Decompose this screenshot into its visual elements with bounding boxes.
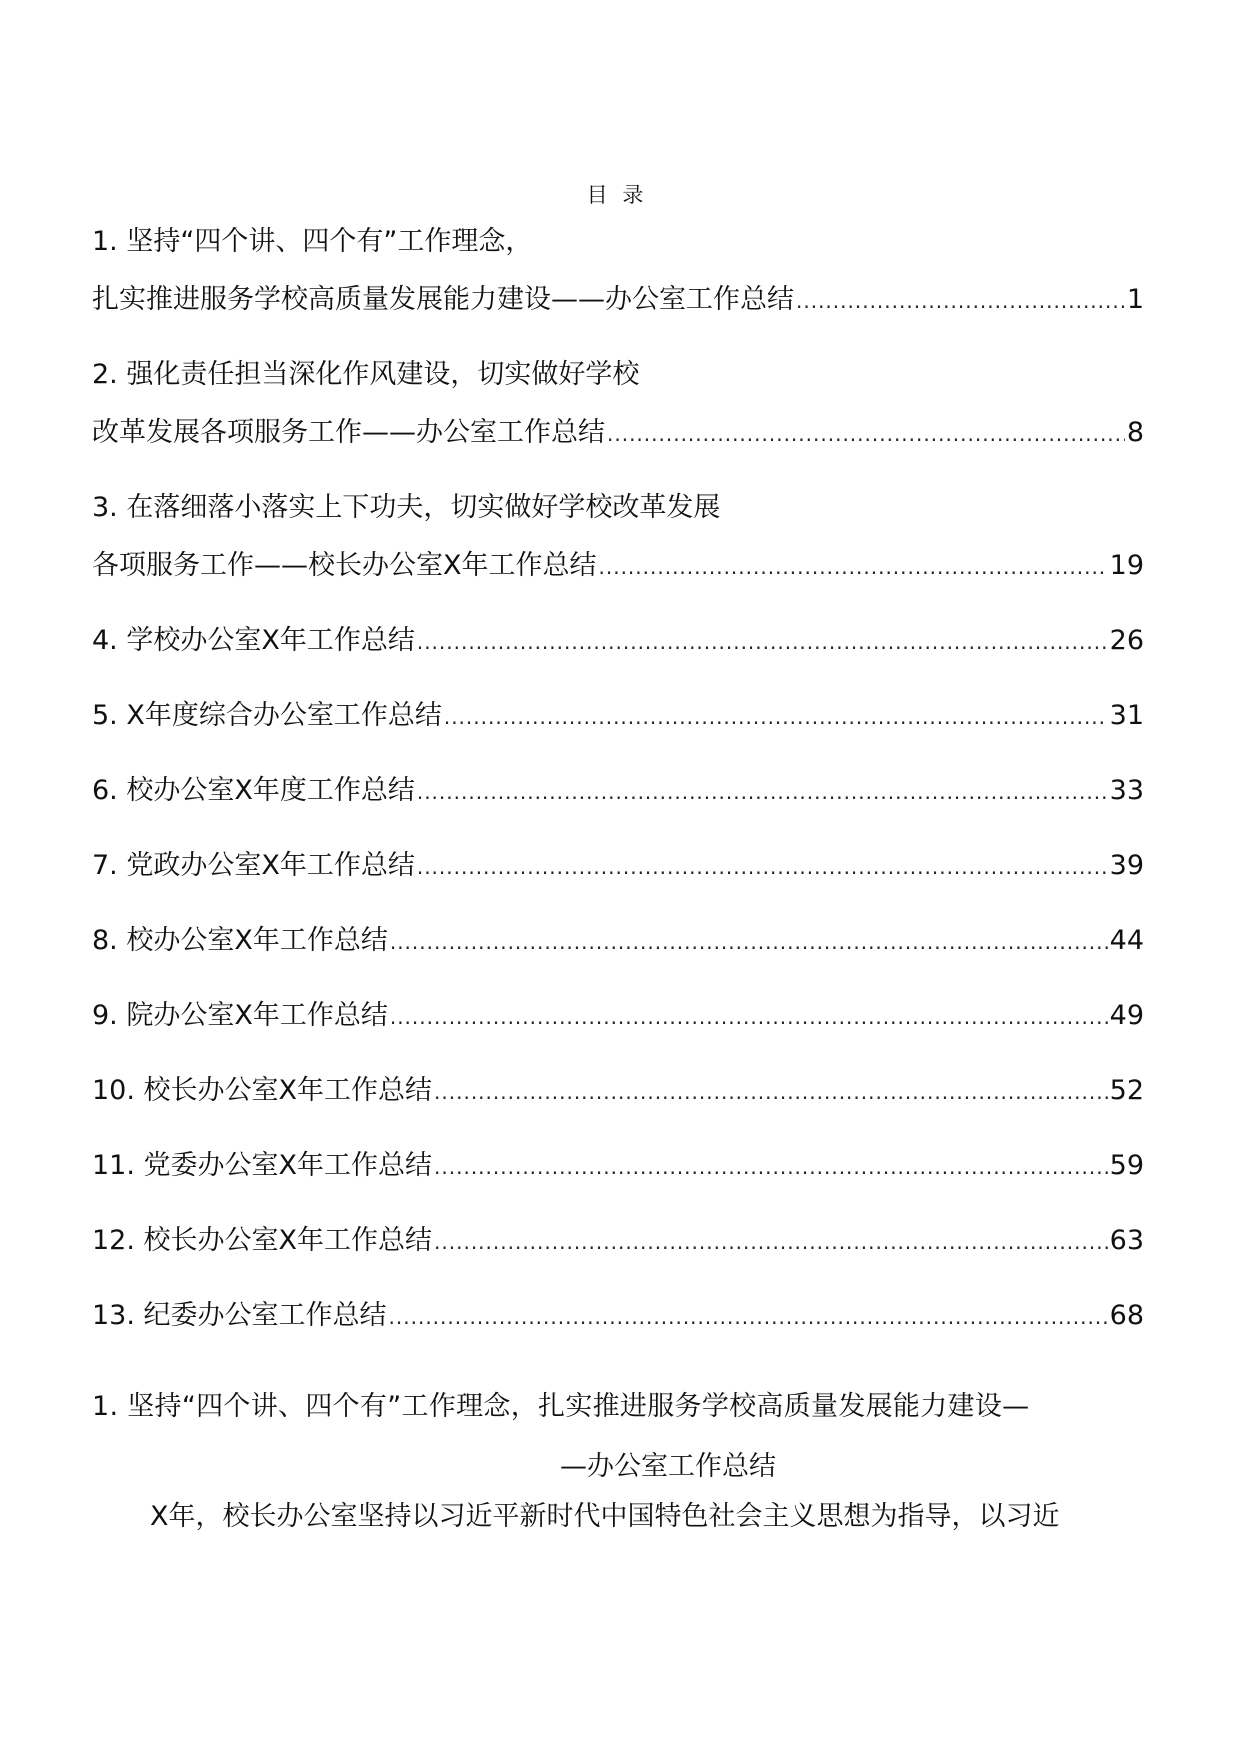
toc-leader-dots — [417, 772, 1108, 812]
toc-page-number: 1 — [1126, 284, 1144, 315]
toc-leader-dots — [434, 1222, 1108, 1262]
toc-page-number: 33 — [1109, 775, 1144, 806]
toc-leader-dots — [599, 547, 1108, 587]
toc-page-number: 63 — [1109, 1225, 1144, 1256]
toc-entry[interactable] — [92, 355, 1144, 453]
toc-page-number: 19 — [1109, 550, 1144, 581]
toc-title: 目 录 — [586, 183, 648, 207]
toc-entry-title: 6. 校办公室X年度工作总结 — [92, 775, 415, 806]
toc-entry-title-line1: 3. 在落细落小落实上下功夫，切实做好学校改革发展 — [92, 492, 721, 523]
toc-entry-title-line2: 扎实推进服务学校高质量发展能力建设——办公室工作总结 — [92, 284, 794, 315]
toc-entry-title: 10. 校长办公室X年工作总结 — [92, 1075, 433, 1106]
toc-leader-dots — [607, 414, 1125, 454]
toc-page-number: 49 — [1109, 1000, 1144, 1031]
toc-entry-title: 8. 校办公室X年工作总结 — [92, 925, 388, 956]
toc-leader-dots — [417, 622, 1108, 662]
toc-page-number: 52 — [1109, 1075, 1144, 1106]
toc-entry-title-line2: 改革发展各项服务工作——办公室工作总结 — [92, 417, 605, 448]
toc-entry[interactable] — [92, 696, 1144, 736]
toc-page-number: 26 — [1109, 625, 1144, 656]
toc-entry-title-line1: 2. 强化责任担当深化作风建设，切实做好学校 — [92, 359, 640, 390]
toc-entry-title-line1: 1. 坚持“四个讲、四个有”工作理念， — [92, 226, 533, 257]
toc-entry-title: 9. 院办公室X年工作总结 — [92, 1000, 388, 1031]
toc-page-number: 8 — [1126, 417, 1144, 448]
table-of-contents — [92, 222, 1144, 1371]
toc-entry[interactable] — [92, 996, 1144, 1036]
toc-entry[interactable] — [92, 921, 1144, 961]
toc-entry-title: 4. 学校办公室X年工作总结 — [92, 625, 415, 656]
toc-page-number: 59 — [1109, 1150, 1144, 1181]
section-heading — [92, 1377, 1144, 1497]
toc-entry-title: 11. 党委办公室X年工作总结 — [92, 1150, 433, 1181]
section-heading-line2: —办公室工作总结 — [560, 1451, 776, 1482]
toc-entry[interactable] — [92, 771, 1144, 811]
toc-leader-dots — [390, 922, 1108, 962]
toc-entry-title-line2: 各项服务工作——校长办公室X年工作总结 — [92, 550, 597, 581]
toc-leader-dots — [444, 697, 1108, 737]
toc-entry[interactable] — [92, 1146, 1144, 1186]
toc-page-number: 31 — [1109, 700, 1144, 731]
section-heading-line1: 1. 坚持“四个讲、四个有”工作理念，扎实推进服务学校高质量发展能力建设— — [92, 1391, 1030, 1422]
toc-entry[interactable] — [92, 1221, 1144, 1261]
toc-page-number: 44 — [1109, 925, 1144, 956]
toc-entry-title: 12. 校长办公室X年工作总结 — [92, 1225, 433, 1256]
toc-leader-dots — [390, 997, 1108, 1037]
toc-entry[interactable] — [92, 846, 1144, 886]
toc-entry[interactable] — [92, 1296, 1144, 1336]
toc-page-number: 39 — [1109, 850, 1144, 881]
toc-leader-dots — [389, 1297, 1108, 1337]
toc-entry-title: 7. 党政办公室X年工作总结 — [92, 850, 415, 881]
toc-leader-dots — [796, 281, 1125, 321]
toc-entry[interactable] — [92, 1071, 1144, 1111]
toc-page-number: 68 — [1109, 1300, 1144, 1331]
toc-entry[interactable] — [92, 621, 1144, 661]
toc-leader-dots — [434, 1072, 1108, 1112]
body-paragraph: X年，校长办公室坚持以习近平新时代中国特色社会主义思想为指导，以习近 — [150, 1501, 1060, 1532]
toc-entry-title: 5. X年度综合办公室工作总结 — [92, 700, 442, 731]
toc-leader-dots — [417, 847, 1108, 887]
toc-entry-title: 13. 纪委办公室工作总结 — [92, 1300, 387, 1331]
toc-entry[interactable] — [92, 222, 1144, 320]
toc-leader-dots — [434, 1147, 1108, 1187]
toc-entry[interactable] — [92, 488, 1144, 586]
